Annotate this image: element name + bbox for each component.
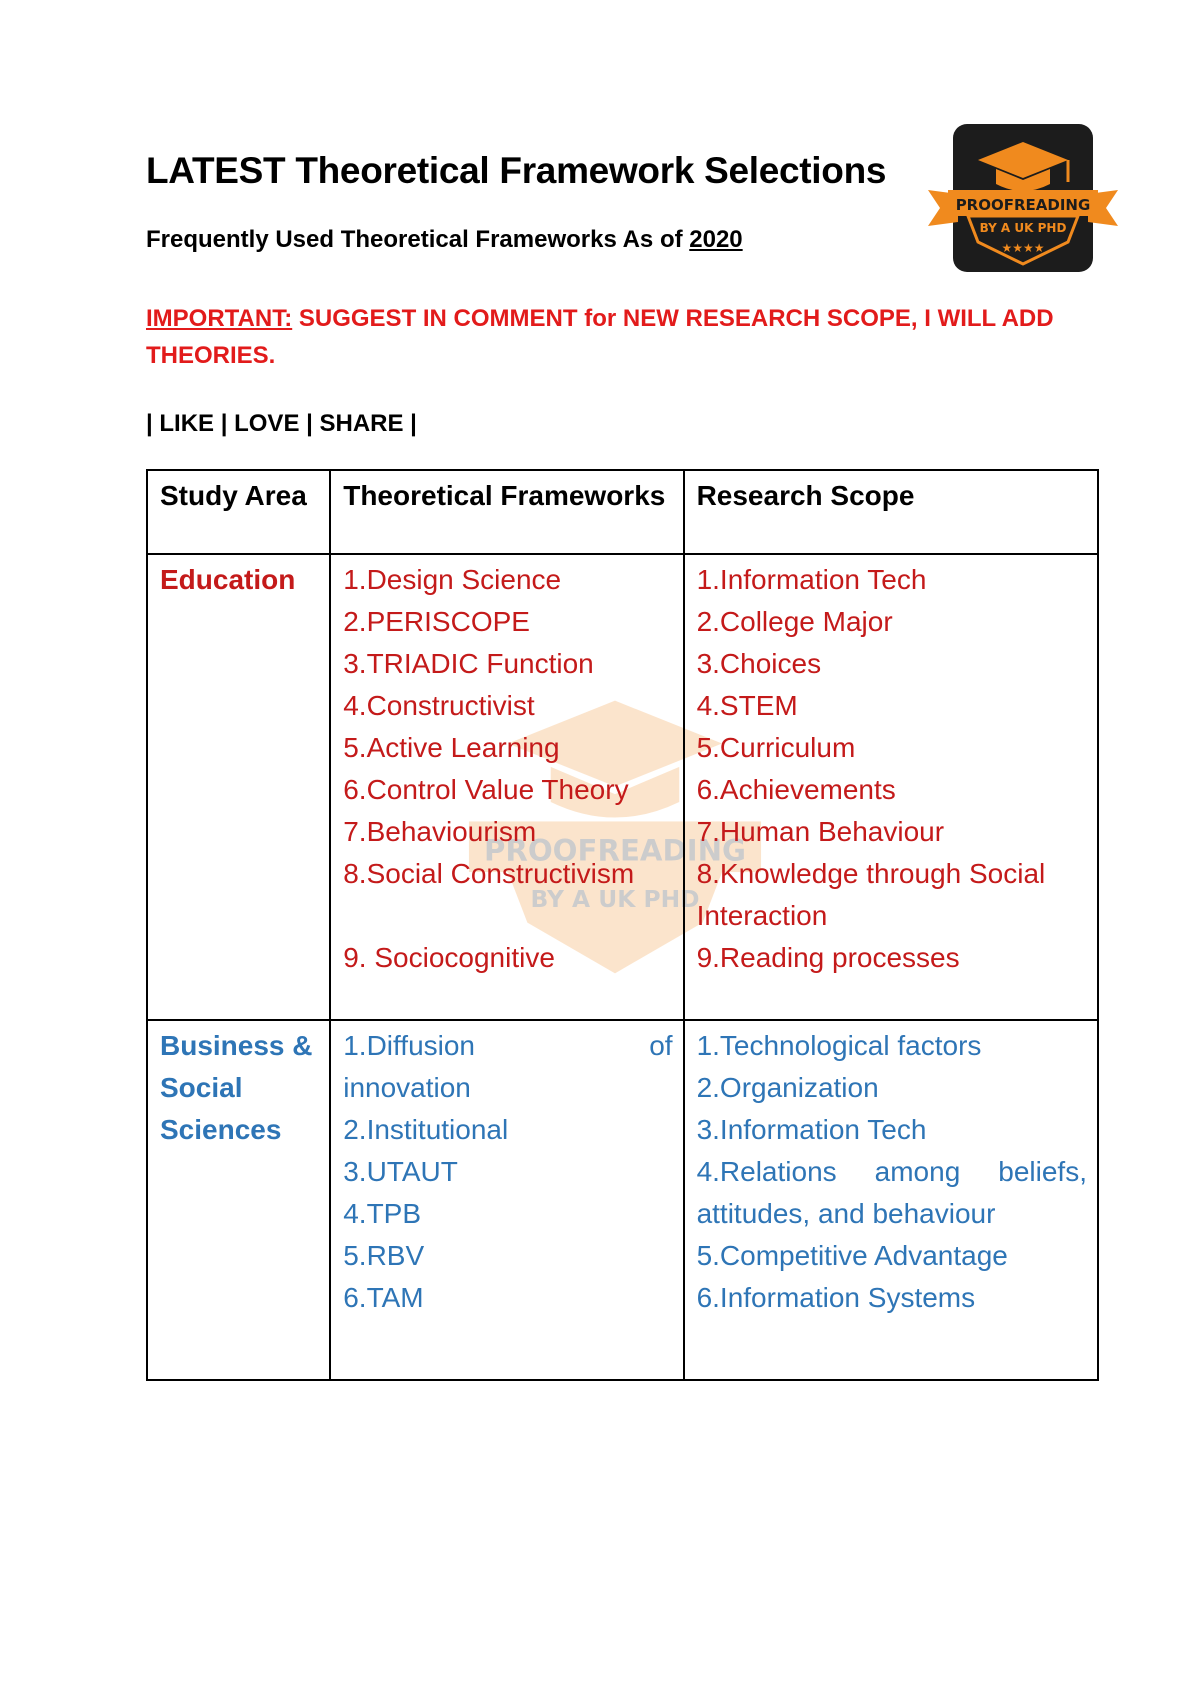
svg-text:PROOFREADING: PROOFREADING [955, 196, 1091, 214]
social-line: | LIKE | LOVE | SHARE | [146, 410, 417, 437]
svg-text:BY A UK PHD: BY A UK PHD [530, 885, 700, 914]
list-item: 2.PERISCOPE [343, 606, 530, 637]
list-item: 7.Human Behaviour [696, 816, 945, 847]
list-item: 2.College Major [696, 606, 893, 637]
table-row [147, 554, 1098, 1020]
header-theoretical-frameworks: Theoretical Frameworks [330, 470, 683, 554]
list-item: 2.Institutional [343, 1114, 509, 1145]
list-item: 2.Organization [696, 1072, 879, 1103]
subtitle [146, 226, 743, 254]
list-item: attitudes, and behaviour [696, 1198, 996, 1229]
list-item: 5.RBV [343, 1240, 425, 1271]
header-research-scope: Research Scope [684, 470, 1098, 554]
business-research-scope [684, 1020, 1098, 1380]
subtitle-year: 2020 [689, 226, 743, 253]
svg-text:★★★★: ★★★★ [1001, 241, 1045, 255]
list-item: 6.TAM [343, 1282, 424, 1313]
list-item: 1.Technological factors [696, 1030, 982, 1061]
list-item: 3.TRIADIC Function [343, 648, 594, 679]
list-item: 8.Knowledge through Social Interaction [696, 858, 1046, 931]
svg-text:BY A UK PHD: BY A UK PHD [979, 221, 1067, 235]
proofreading-logo [928, 124, 1118, 272]
list-item: 5.Active Learning [343, 732, 560, 763]
list-item: 9. Sociocognitive [343, 942, 555, 973]
list-item: 6.Information Systems [696, 1282, 976, 1313]
list-item: 4.STEM [696, 690, 798, 721]
list-item: 6.Control Value Theory [343, 774, 629, 805]
list-item: 1.Diffusion of [343, 1030, 673, 1061]
important-notice [146, 300, 1076, 374]
education-frameworks [330, 554, 683, 1020]
list-item: 3.Choices [696, 648, 822, 679]
page-title: LATEST Theoretical Framework Selections [146, 150, 887, 191]
business-frameworks [330, 1020, 683, 1380]
list-item: 4.Relations among beliefs, [696, 1156, 1087, 1187]
important-text: SUGGEST IN COMMENT for NEW RESEARCH SCOPE, I WILL ADD THEORIES. [146, 305, 1054, 369]
frameworks-table [146, 469, 1099, 1381]
list-item: 9.Reading processes [696, 942, 960, 973]
list-item: 3.UTAUT [343, 1156, 458, 1187]
spacer [343, 895, 672, 937]
list-item: 8.Social Constructivism [343, 858, 635, 889]
list-item: 3.Information Tech [696, 1114, 927, 1145]
table-header-row [147, 470, 1098, 554]
study-area-education: Education [147, 554, 330, 1020]
list-item: 4.Constructivist [343, 690, 535, 721]
header-study-area: Study Area [147, 470, 330, 554]
education-research-scope [684, 554, 1098, 1020]
svg-text:PROOFREADING: PROOFREADING [483, 833, 747, 868]
list-item: 5.Competitive Advantage [696, 1240, 1008, 1271]
subtitle-text: Frequently Used Theoretical Frameworks As of [146, 226, 683, 253]
list-item: 7.Behaviourism [343, 816, 537, 847]
important-label: IMPORTANT: [146, 305, 293, 332]
list-item: 1.Information Tech [696, 564, 927, 595]
list-item: innovation [343, 1072, 471, 1103]
table-row [147, 1020, 1098, 1380]
list-item: 5.Curriculum [696, 732, 856, 763]
list-item: 6.Achievements [696, 774, 896, 805]
study-area-business: Business & Social Sciences [147, 1020, 330, 1380]
list-item: 1.Design Science [343, 564, 562, 595]
list-item: 4.TPB [343, 1198, 422, 1229]
